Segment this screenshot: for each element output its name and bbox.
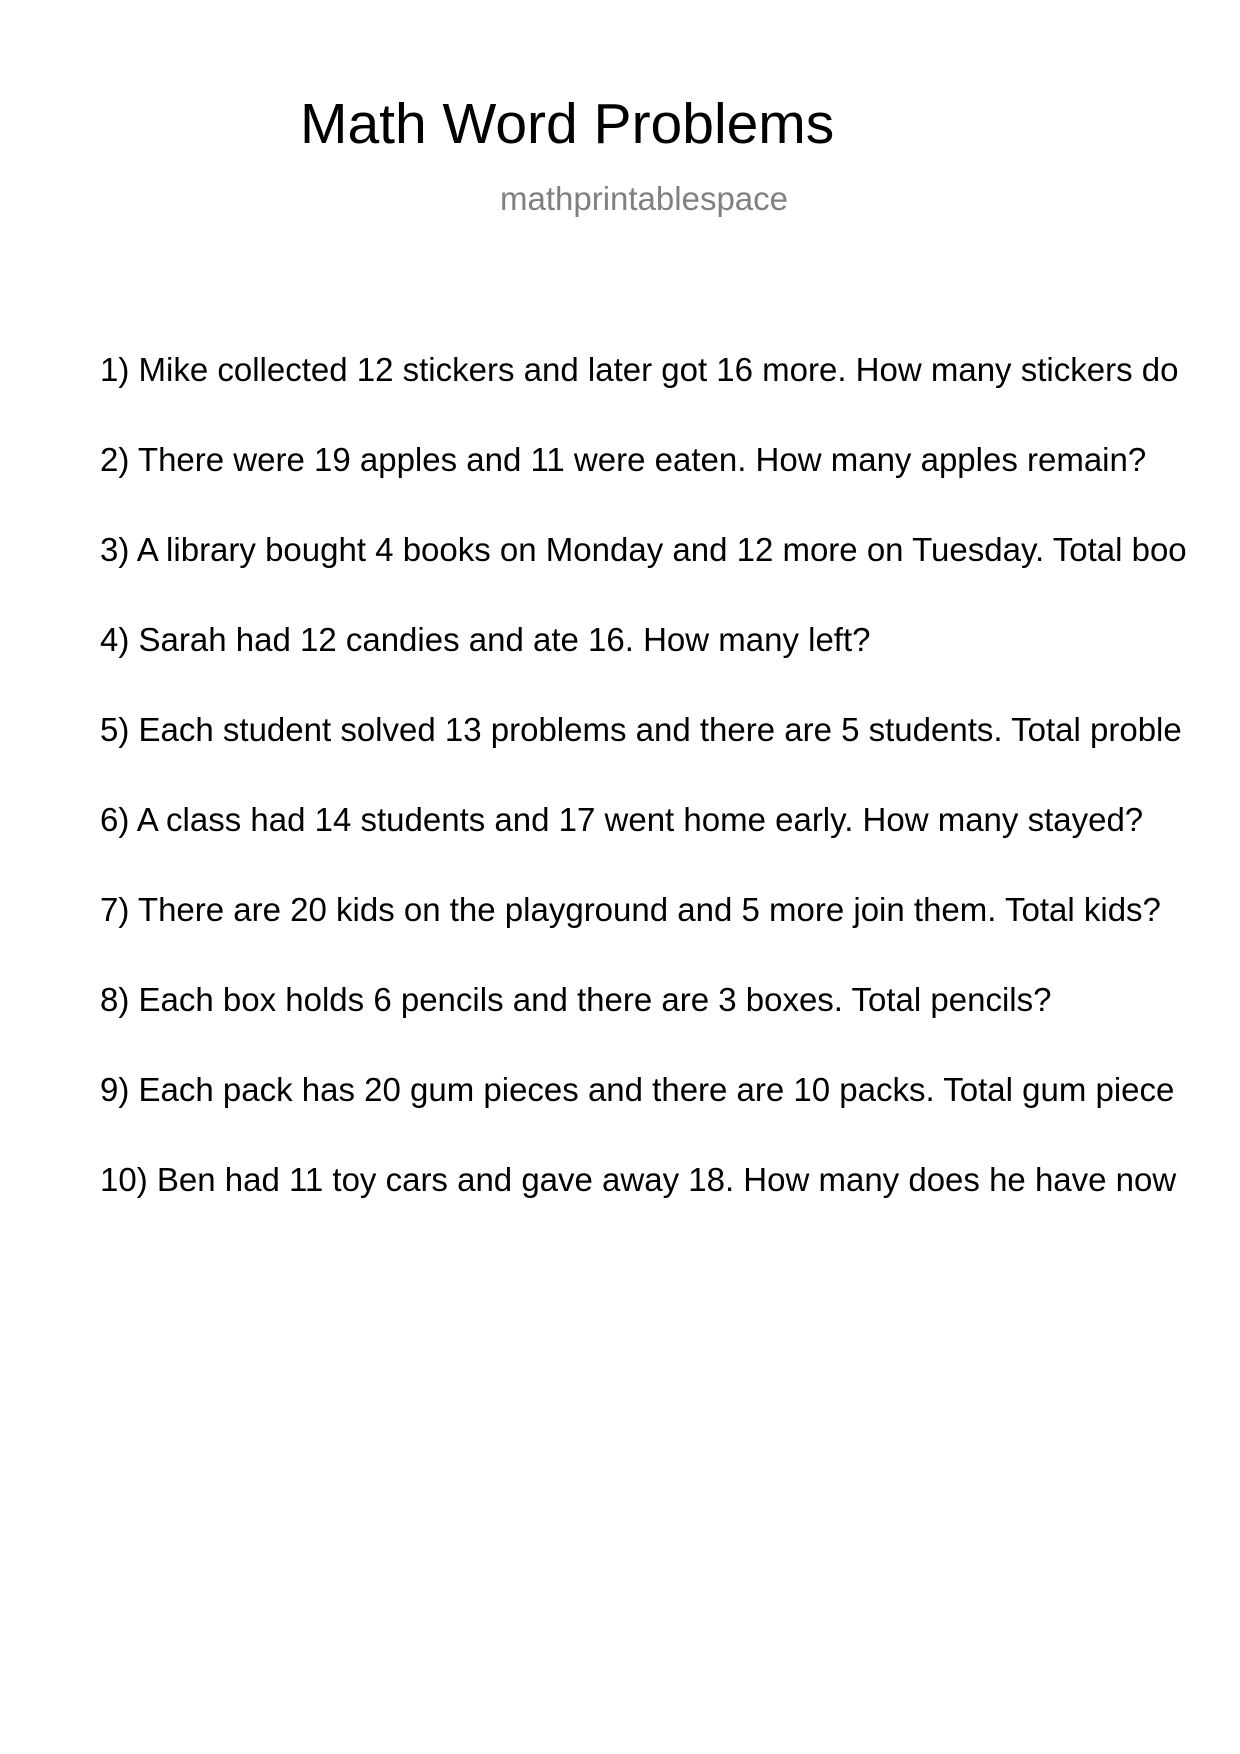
problem-item-1: 1) Mike collected 12 stickers and later got 16 more. How many stickers do (100, 351, 1179, 388)
problem-item-5: 5) Each student solved 13 problems and there are 5 students. Total proble (100, 711, 1182, 748)
page-title: Math Word Problems (300, 92, 835, 156)
problem-item-6: 6) A class had 14 students and 17 went home early. How many stayed? (100, 801, 1144, 838)
problem-item-10: 10) Ben had 11 toy cars and gave away 18. How many does he have now (100, 1161, 1177, 1198)
page-subtitle: mathprintablespace (500, 180, 789, 217)
problem-item-8: 8) Each box holds 6 pencils and there are 3 boxes. Total pencils? (100, 981, 1052, 1018)
problem-item-4: 4) Sarah had 12 candies and ate 16. How many left? (100, 621, 871, 658)
problem-item-2: 2) There were 19 apples and 11 were eaten. How many apples remain? (100, 441, 1147, 478)
problem-list (100, 348, 1240, 1248)
problem-item-7: 7) There are 20 kids on the playground and 5 more join them. Total kids? (100, 891, 1161, 928)
problem-item-3: 3) A library bought 4 books on Monday and 12 more on Tuesday. Total boo (100, 531, 1187, 568)
problem-item-9: 9) Each pack has 20 gum pieces and there are 10 packs. Total gum piece (100, 1071, 1175, 1108)
